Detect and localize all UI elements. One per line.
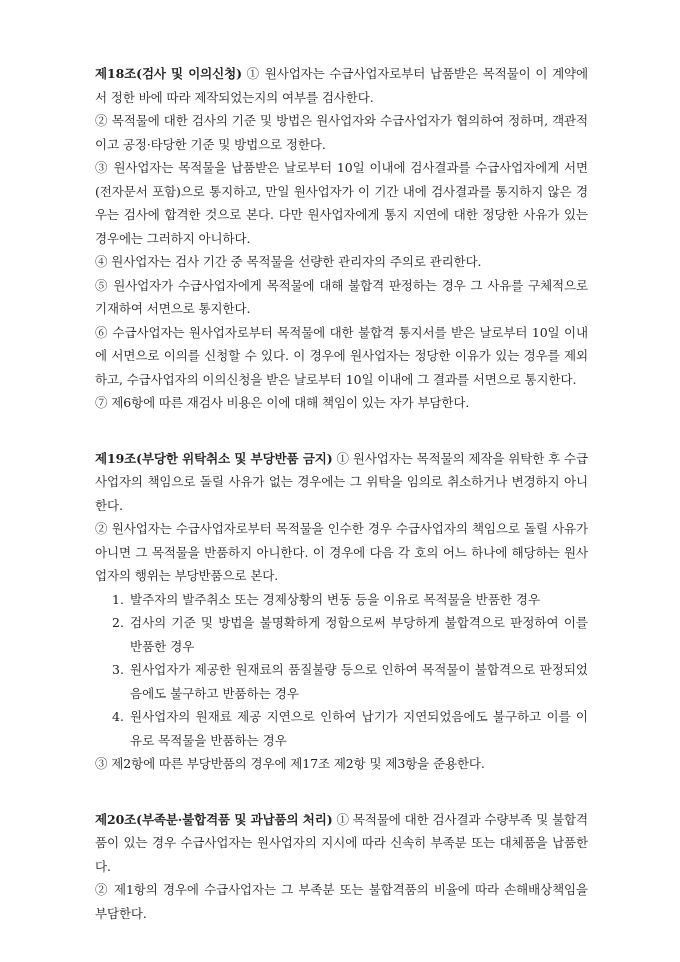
article-18-para-1 bbox=[95, 62, 588, 109]
article-18-para-3: ③ 원사업자는 목적물을 납품받은 날로부터 10일 이내에 검사결과를 수급사업자에게 서면(전자문서 포함)으로 통지하고, 만일 원사업자가 이 기간 내에 검사결과를 통지하지 않은 경우는 검사에 합격한 것으로 본다. 다만 원사업자에게 통지 지연에 대한 정당한 사유가 있는 경우에는 그러하지 아니하다. bbox=[95, 160, 588, 246]
item-text: 원사업자의 원재료 제공 지연으로 인하여 납기가 지연되었음에도 불구하고 이를 이유로 목적물을 반품하는 경우 bbox=[130, 709, 588, 748]
article-20-para-1 bbox=[95, 808, 588, 879]
item-number: 3. bbox=[112, 662, 124, 677]
article-19 bbox=[95, 447, 588, 776]
article-19-title: 제19조(부당한 위탁취소 및 부당반품 금지) bbox=[95, 450, 333, 466]
article-18-title: 제18조(검사 및 이의신청) bbox=[95, 66, 242, 81]
article-18-para-1-text: ① 원사업자는 수급사업자로부터 납품받은 목적물이 이 계약에서 정한 바에 따라 제작되었는지의 여부를 검사한다. bbox=[95, 66, 588, 105]
article-18-para-6: ⑥ 수급사업자는 원사업자로부터 목적물에 대한 불합격 통지서를 받은 날로부터 10일 이내에 서면으로 이의를 신청할 수 있다. 이 경우에 원사업자는 정당한 이유가 있는 경우를 제외하고, 수급사업자의 이의신청을 받은 날로부터 10일 이내에 그 결과를 서면으로 통지한다. bbox=[95, 324, 588, 387]
item-number: 2. bbox=[112, 615, 124, 630]
article-20-para-1-text: ① 목적물에 대한 검사결과 수량부족 및 불합격품이 있는 경우 수급사업자는 원사업자의 지시에 따라 신속히 부족분 또는 대체품을 납품한다. bbox=[95, 811, 588, 874]
article-20 bbox=[95, 808, 588, 926]
item-text: 발주자의 발주취소 또는 경제상황의 변동 등을 이유로 목적물을 반품한 경우 bbox=[130, 591, 541, 607]
article-19-para-1 bbox=[95, 447, 588, 518]
article-18-para-4: ④ 원사업자는 검사 기간 중 목적물을 선량한 관리자의 주의로 관리한다. bbox=[95, 254, 482, 269]
article-19-items bbox=[95, 588, 588, 753]
article-19-para-3: ③ 제2항에 따른 부당반품의 경우에 제17조 제2항 및 제3항을 준용한다. bbox=[95, 756, 485, 771]
article-19-para-2: ② 원사업자는 수급사업자로부터 목적물을 인수한 경우 수급사업자의 책임으로 돌릴 사유가 아니면 그 목적물을 반품하지 아니한다. 이 경우에 다음 각 호의 어느 하나에 해당하는 원사업자의 행위는 부당반품으로 본다. bbox=[95, 521, 588, 583]
article-20-para-2: ② 제1항의 경우에 수급사업자는 그 부족분 또는 불합격품의 비율에 따라 손해배상책임을 부담한다. bbox=[95, 882, 588, 921]
article-18-para-2: ② 목적물에 대한 검사의 기준 및 방법은 원사업자와 수급사업자가 협의하여 정하며, 객관적이고 공정·타당한 기준 및 방법으로 정한다. bbox=[95, 113, 588, 152]
article-19-para-1-text: ① 원사업자는 목적물의 제작을 위탁한 후 수급사업자의 책임으로 돌릴 사유가 없는 경우에는 그 위탁을 임의로 취소하거나 변경하지 아니한다. bbox=[95, 450, 588, 513]
article-20-title: 제20조(부족분·불합격품 및 과납품의 처리) bbox=[95, 811, 333, 827]
item-number: 1. bbox=[112, 591, 124, 607]
list-item bbox=[95, 588, 588, 612]
list-item bbox=[95, 705, 588, 752]
list-item bbox=[95, 611, 588, 658]
item-number: 4. bbox=[112, 709, 124, 724]
article-18-para-7: ⑦ 제6항에 따른 재검사 비용은 이에 대해 책임이 있는 자가 부담한다. bbox=[95, 395, 470, 410]
list-item bbox=[95, 658, 588, 705]
item-text: 원사업자가 제공한 원재료의 품질불량 등으로 인하여 목적물이 불합격으로 판정되었음에도 불구하고 반품하는 경우 bbox=[130, 662, 588, 701]
article-18-para-5: ⑤ 원사업자가 수급사업자에게 목적물에 대해 불합격 판정하는 경우 그 사유를 구체적으로 기재하여 서면으로 통지한다. bbox=[95, 277, 588, 316]
article-18 bbox=[95, 62, 588, 415]
item-text: 검사의 기준 및 방법을 불명확하게 정함으로써 부당하게 불합격으로 판정하여 이를 반품한 경우 bbox=[130, 615, 588, 654]
